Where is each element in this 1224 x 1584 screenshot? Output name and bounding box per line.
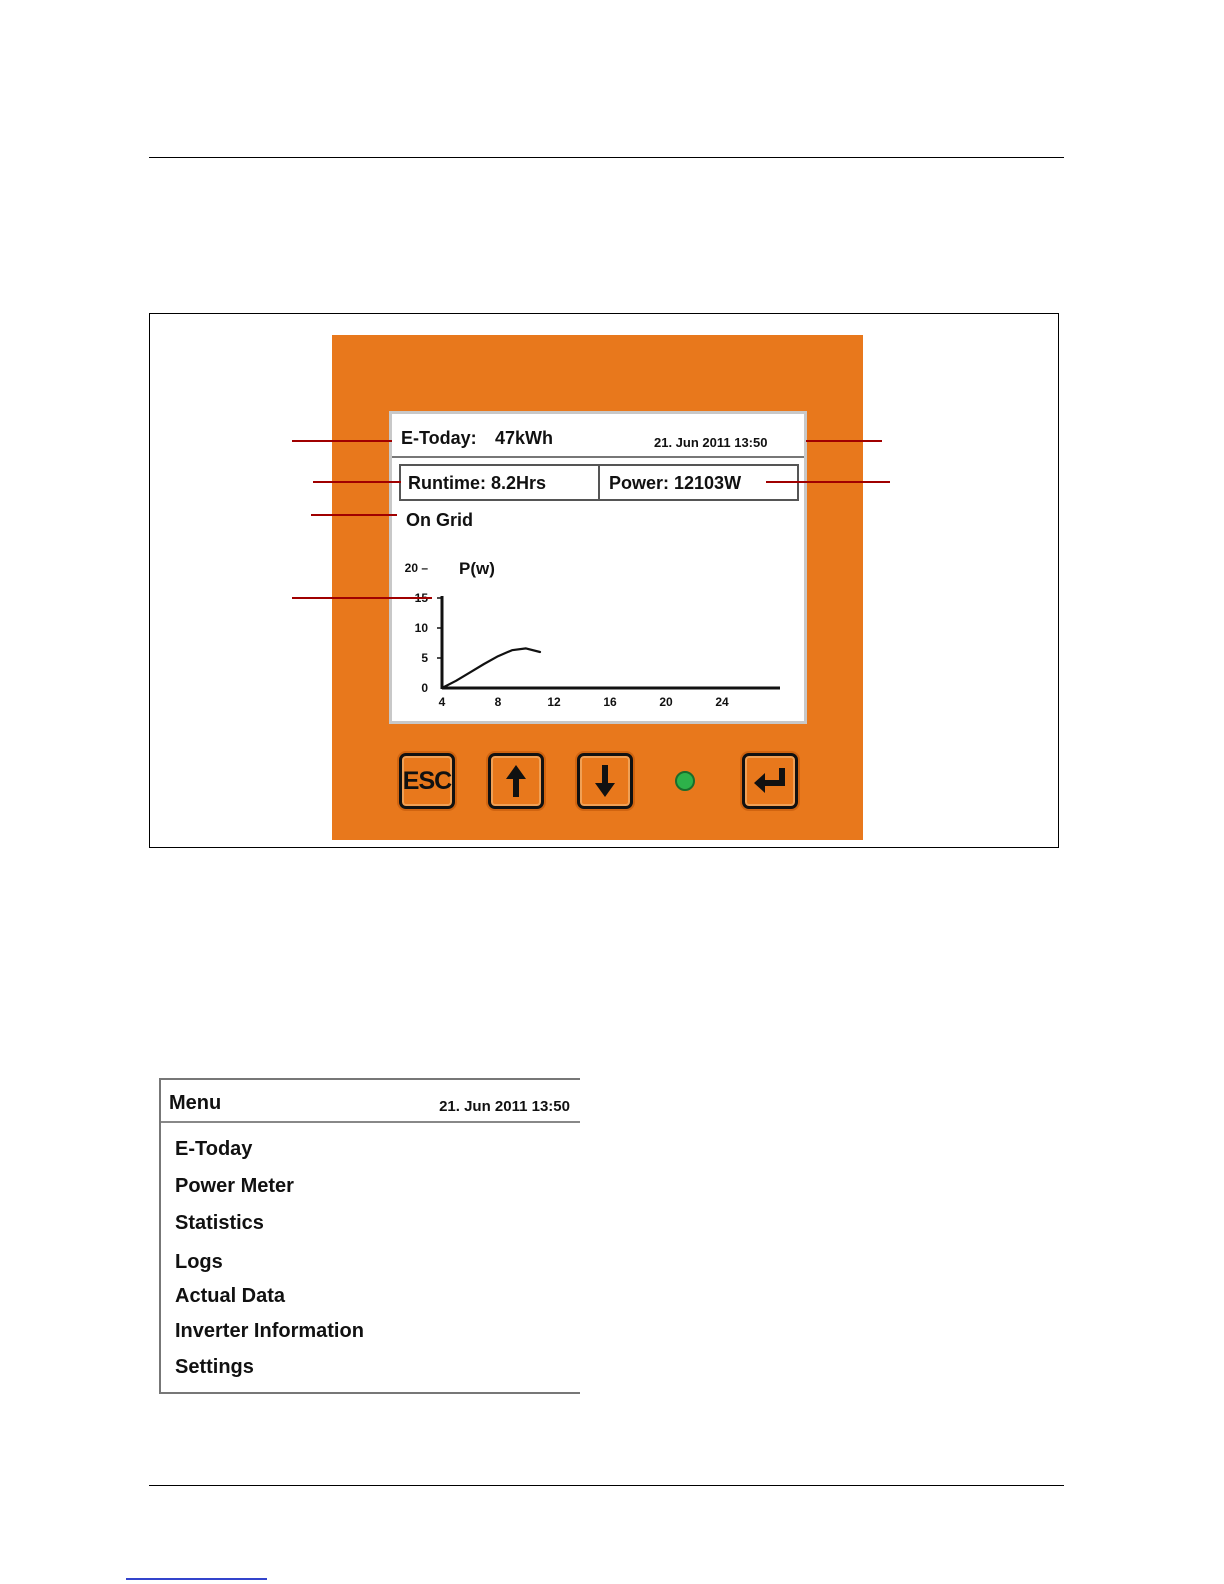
menu-item-e-today[interactable]: E-Today (175, 1138, 253, 1160)
menu-item-settings[interactable]: Settings (175, 1356, 254, 1378)
chart-x-tick-label: 12 (547, 695, 561, 709)
power-text: Power: 12103W (609, 473, 742, 493)
runtime-text: Runtime: 8.2Hrs (408, 473, 547, 493)
e-today-label: E-Today: (401, 428, 477, 448)
chart-x-tick-label: 8 (494, 695, 502, 709)
menu-separator (161, 1121, 580, 1123)
chart-x-tick-label: 16 (603, 695, 617, 709)
footer-rule (149, 1485, 1064, 1486)
menu-item-logs[interactable]: Logs (175, 1251, 223, 1273)
callout-status (311, 514, 397, 516)
chart-y-tick-label: 5 (421, 651, 428, 665)
chart-x-tick-label: 20 (659, 695, 673, 709)
chart-series-line (442, 648, 540, 688)
grid-status: On Grid (406, 510, 473, 530)
chart-y-tick-label: 20 – (404, 561, 428, 575)
lcd-datetime: 21. Jun 2011 13:50 (654, 435, 768, 450)
lcd-header-separator (392, 456, 804, 458)
chart-x-tick-label: 24 (715, 695, 729, 709)
e-today-value: 47kWh (495, 428, 554, 448)
callout-e-today (292, 440, 392, 442)
power-chart (392, 542, 810, 722)
menu-item-statistics[interactable]: Statistics (175, 1212, 264, 1234)
menu-datetime: 21. Jun 2011 13:50 (439, 1098, 570, 1115)
menu-screen (159, 1078, 580, 1394)
esc-button-label: ESC (402, 766, 452, 795)
esc-button[interactable] (399, 753, 455, 809)
lcd-screen (389, 411, 807, 724)
down-button[interactable] (577, 753, 633, 809)
status-led (675, 771, 695, 791)
chart-title: P(w) (459, 559, 495, 578)
enter-button[interactable] (742, 753, 798, 809)
up-arrow-icon (501, 763, 531, 799)
enter-return-icon (751, 766, 789, 796)
runtime-cell (399, 464, 600, 501)
callout-runtime (313, 481, 401, 483)
menu-title: Menu (169, 1092, 222, 1114)
callout-chart (292, 597, 432, 599)
chart-y-tick-label: 0 (421, 681, 428, 695)
up-button[interactable] (488, 753, 544, 809)
chart-x-tick-label: 4 (438, 695, 446, 709)
menu-item-inverter-information[interactable]: Inverter Information (175, 1320, 364, 1342)
menu-item-power-meter[interactable]: Power Meter (175, 1175, 294, 1197)
footer-link-underline (126, 1578, 267, 1580)
header-rule (149, 157, 1064, 158)
callout-datetime (806, 440, 882, 442)
chart-y-tick-label: 10 (414, 621, 428, 635)
menu-item-actual-data[interactable]: Actual Data (175, 1285, 286, 1307)
callout-power (766, 481, 890, 483)
down-arrow-icon (590, 763, 620, 799)
